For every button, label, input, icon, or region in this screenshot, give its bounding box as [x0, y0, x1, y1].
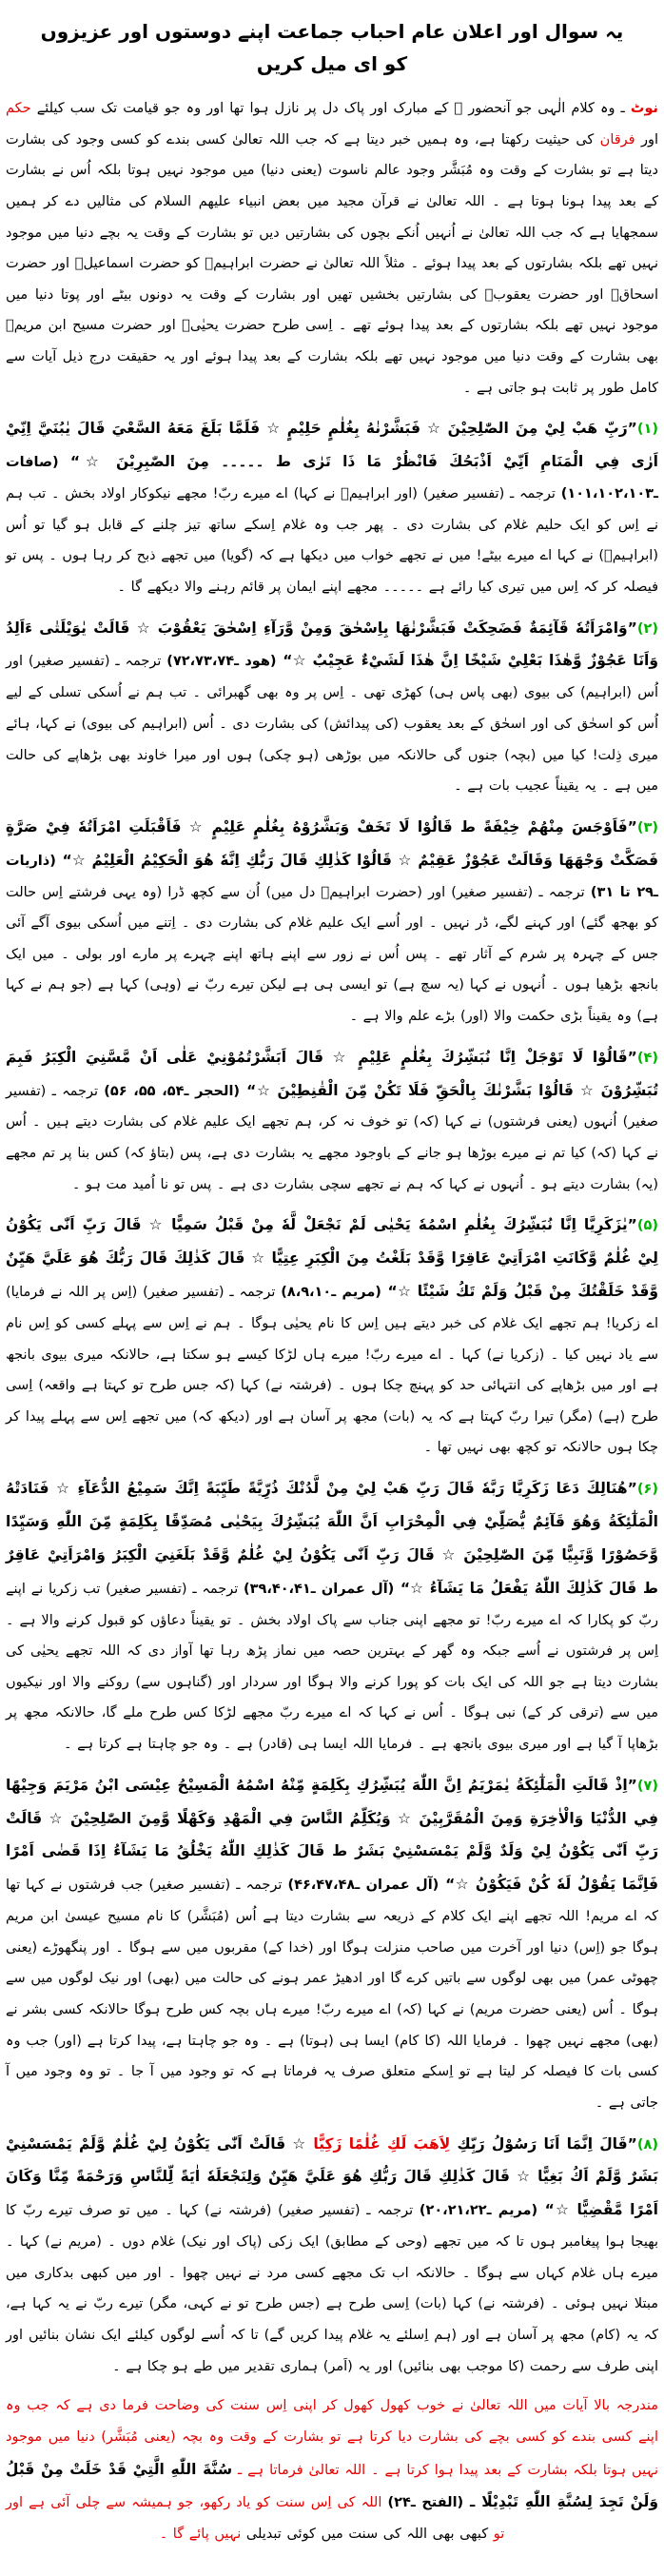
- arabic-verse: ”هُنَالِكَ دَعَا زَكَرِيَّا رَبَّهٗ قَالَ رَبِّ هَبْ لِيْ مِنْ لَّدُنْكَ ذُرِّيَّةً طَيِّبَةً اِنَّكَ سَمِيْعُ الدُّعَآءِ ☆ فَنَادَتْهُ الْمَلٰٓئِكَةُ وَهُوَ قَآئِمٌ يُّصَلِّيْ فِي الْمِحْرَابِ اَنَّ اللّٰهَ يُبَشِّرُكَ بِيَحْيٰى مُصَدِّقًا بِكَلِمَةٍ مِّنَ اللّٰهِ وَسَيِّدًا وَّحَصُوْرًا وَّنَبِيًّا مِّنَ الصّٰلِحِيْنَ ☆ قَالَ رَبِّ اَنّٰى يَكُوْنُ لِيْ غُلٰمٌ وَّقَدْ بَلَغَنِيَ الْكِبَرُ وَامْرَاَتِيْ عَاقِرٌ ط قَالَ كَذٰلِكَ اللّٰهُ يَفْعَلُ مَا يَشَآءُ ☆“: [6, 1480, 658, 1597]
- translation: ترجمہ ـ (تفسیر صغیر) اُنہوں (یعنی فرشتوں) نے کہا (کہ) تو خوف نہ کر، ہم تجھے ایک علیم غلام کی بشارت دیتے ہیں ۔ اُس نے کہا (کہ) کیا تم نے میرے بوڑھا ہو جانے کے باوجود مجھے یہ بشارت دی ہے، پس (بتاؤ کہ) کس بنا پر تم مجھے (یہ) بشارت دیتے ہو ۔ اُنہوں نے کہا کہ ہم نے تجھے سچی بشارت دی ہے ۔ پس تو نا اُمید مت ہو ۔: [6, 1083, 658, 1192]
- arabic-verse: ”فَاَوْجَسَ مِنْهُمْ خِيْفَةً ط قَالُوْا لَا تَخَفْ وَبَشَّرُوْهُ بِغُلٰمٍ عَلِيْمٍ ☆ فَاَقْبَلَتِ امْرَاَتُهٗ فِيْ صَرَّةٍ فَصَكَّتْ وَجْهَهَا وَقَالَتْ عَجُوْزٌ عَقِيْمٌ ☆ قَالُوْا كَذٰلِكِ قَالَ رَبُّكِ اِنَّهٗ هُوَ الْحَكِيْمُ الْعَلِيْمُ ☆“: [6, 817, 658, 869]
- section-number: (۴): [636, 1050, 658, 1066]
- document-body: [6, 93, 658, 2550]
- body-text: کی حیثیت رکھتا ہے، وہ ہمیں خبر دیتا ہے کہ جب اللہ تعالیٰ کسی بندے کو کسی وجود کی بشارت دیتا ہے تو بشارت کے وقت وہ مُبَشَّر وجود عالم ناسوت (یعنی دنیا) میں موجود نہیں ہوتا بلکہ اُس نے بشارت کے بعد پیدا ہونا ہوتا ہے ۔ اللہ تعالیٰ نے قرآن مجید میں بعض انبیاء علیھم السلام کی مثالیں دے کر ہمیں سمجھایا ہے کہ جب اللہ تعالیٰ نے اُنہیں اُنکے بچوں کی بشارتیں دیں تو بشارت کے وقت یہ بچے دنیا میں موجود نہیں تھے بلکہ بشارتوں کے بعد پیدا ہوئے ۔ مثلاً اللہ تعالیٰ نے حضرت ابراہیمؑ کو حضرت اسماعیلؑ اور حضرت اسحاقؑ اور حضرت یعقوبؑ کی بشارتیں بخشیں تھیں اور بشارت کے وقت یہ دونوں بیٹے اور پوتا دنیا میں موجود نہیں تھے بلکہ بشارتوں کے بعد پیدا ہوئے تھے ۔ اِسی طرح حضرت یحیٰیؑ اور حضرت مسیح ابن مریمؑ بھی بشارت کے وقت دنیا میں موجود نہیں تھے بلکہ بشارت کے بعد پیدا ہوئے اور یہ حقیقت درج ذیل آیات سے کامل طور پر ثابت ہو جاتی ہے ۔: [6, 131, 658, 396]
- section-number: (۸): [636, 2136, 658, 2153]
- closing-statement: کبھی بھی اللہ کی سنت میں کوئی تبدیلی: [245, 2527, 489, 2543]
- closing-statement: نہیں پائے گا ۔: [159, 2527, 246, 2543]
- section-number: (۵): [636, 1218, 658, 1234]
- section-6-paragraph: [6, 1472, 658, 1760]
- section-7-paragraph: [6, 1769, 658, 2119]
- section-number: (۶): [636, 1482, 658, 1497]
- section-4-paragraph: [6, 1041, 658, 1201]
- arabic-verse: ☆ قَالَتْ اَنّٰى يَكُوْنُ لِيْ غُلٰمٌ وَّلَمْ يَمْسَسْنِيْ بَشَرٌ وَّلَمْ اَكُ بَغِيًّا ☆ قَالَ كَذٰلِكِ قَالَ رَبُّكِ هُوَ عَلَيَّ هَيِّنٌ وَلِنَجْعَلَهٗ اٰيَةً لِّلنَّاسِ وَرَحْمَةً مِّنَّا وَكَانَ اَمْرًا مَّقْضِيًّا ☆“: [6, 2134, 658, 2219]
- body-text: کے مبارک اور پاک دل پر نازل ہوا تھا اور وہ جو قیامت تک سب کیلئے: [30, 101, 455, 116]
- closing-statement: اللہ کی اِس سنت کو یاد رکھو، جو ہمیشہ سے چلی آئی ہے اور تو: [6, 2495, 505, 2543]
- section-5-paragraph: [6, 1209, 658, 1464]
- closing-paragraph: [6, 2390, 658, 2550]
- body-text: اور: [635, 131, 658, 147]
- verse-reference: (مریم ـ۲۰،۲۱،۲۲): [419, 2203, 538, 2219]
- section-3-paragraph: [6, 811, 658, 1032]
- arabic-verse: سُنَّةَ اللّٰهِ الَّتِيْ قَدْ خَلَتْ مِنْ قَبْلُ وَلَنْ تَجِدَ لِسُنَّةِ اللّٰهِ تَبْدِيْلًا ـ: [6, 2460, 658, 2511]
- arabic-verse: ”وَامْرَاَتُهٗ قَآئِمَةٌ فَضَحِكَتْ فَبَشَّرْنٰهَا بِاِسْحٰقَ وَمِنْ وَّرَآءِ اِسْحٰقَ يَعْقُوْبَ ☆ قَالَتْ يٰوَيْلَتٰى ءَاَلِدُ وَاَنَا عَجُوْزٌ وَّهٰذَا بَعْلِيْ شَيْخًا اِنَّ هٰذَا لَشَيْءٌ عَجِيْبٌ ☆“: [6, 619, 658, 670]
- translation: ترجمہ ـ (تفسیر صغیر) تب زکریا نے اپنے ربّ کو پکارا کہ اے میرے ربّ! تو مجھے اپنی جناب سے پاک اولاد بخش ۔ تو یقیناً دعاؤں کو قبول کرنے والا ہے ۔ اِس پر فرشتوں نے اُسے جبکہ وہ گھر کے بہترین حصہ میں نماز پڑھ رہا تھا آواز دی کہ اللہ تجھے یحیٰی کی بشارت دیتا ہے جو اللہ کی ایک بات کو پورا کرنے والا ہوگا اور سردار اور (گناہوں سے) روکنے والا اور نیکیوں میں سے (ترقی کر کے) نبی ہوگا ۔ اُس نے کہا کہ اے میرے ربّ مجھے لڑکا کس طرح ملے گا، حالانکہ مجھ پر بڑھاپا آ گیا ہے اور میری بیوی بانجھ ہے ۔ فرمایا اللہ ایسا ہی (قادر) ہے ۔ وہ جو چاہتا ہے کرتا ہے ۔: [6, 1581, 658, 1752]
- verse-reference: (ذاریات ـ۲۹ تا ۳۱): [6, 853, 658, 900]
- verse-reference: (ھود ـ۷۲،۷۳،۷۴): [166, 654, 277, 670]
- verse-reference: (الحجر ـ۵۴، ۵۵، ۵۶): [104, 1083, 241, 1099]
- highlight-word: حکم: [6, 101, 31, 116]
- section-2-paragraph: [6, 612, 658, 802]
- section-number: (۱): [636, 422, 658, 438]
- body-text: ـ وہ کلام الٰہی جو آنحضور: [462, 101, 631, 116]
- verse-reference: (صافات ـ۱۰۱،۱۰۲،۱۰۳): [6, 455, 658, 501]
- arabic-verse-highlight: لِاَهَبَ لَكِ غُلٰمًا زَكِيًّا: [313, 2134, 451, 2153]
- highlight-word: فرقان: [599, 131, 635, 147]
- section-8-paragraph: [6, 2128, 658, 2383]
- translation: ترجمہ ـ (تفسیر صغیر) اور اُس (ابراہیم) کی بیوی (بھی پاس ہی) کھڑی تھی ۔ اِس پر وہ بھی گھبرائی ۔ تب ہم نے اُسکی تسلی کے لیے اُس کو اسحٰق کی اور اسحٰق کے بعد یعقوب (کی پیدائش) کی بشارت دی ۔ اُس (ابراہیم کی بیوی) نے کہا، ہائے میری ذِلت! کیا میں (بچہ) جنوں گی حالانکہ میں بوڑھی (ہو چکی) ہوں اور میرا خاوند بھی بڑھاپے کی حالت میں ہے ۔ یہ یقیناً عجیب بات ہے ۔: [6, 654, 658, 795]
- section-number: (۳): [636, 819, 658, 836]
- note-label: نوٹ: [630, 101, 658, 116]
- arabic-verse: ”اِذْ قَالَتِ الْمَلٰٓئِكَةُ يٰمَرْيَمُ اِنَّ اللّٰهَ يُبَشِّرُكِ بِكَلِمَةٍ مِّنْهُ اسْمُهُ الْمَسِيْحُ عِيْسَى ابْنُ مَرْيَمَ وَجِيْهًا فِي الدُّنْيَا وَالْاٰخِرَةِ وَمِنَ الْمُقَرَّبِيْنَ ☆ وَيُكَلِّمُ النَّاسَ فِي الْمَهْدِ وَكَهْلًا وَّمِنَ الصّٰلِحِيْنَ ☆ قَالَتْ رَبِّ اَنّٰى يَكُوْنُ لِيْ وَلَدٌ وَّلَمْ يَمْسَسْنِيْ بَشَرٌ ط قَالَ كَذٰلِكِ اللّٰهُ يَخْلُقُ مَا يَشَآءُ اِذَا قَضٰى اَمْرًا فَاِنَّمَا يَقُوْلُ لَهٗ كُنْ فَيَكُوْنُ ☆“: [6, 1776, 658, 1894]
- verse-reference: (الفتح ـ۲۴): [387, 2495, 464, 2511]
- verse-reference: (مریم ـ۸،۹،۱۰): [281, 1285, 381, 1300]
- verse-reference: (آل عمران ـ۳۹،۴۰،۴۱): [244, 1581, 395, 1597]
- section-1-paragraph: [6, 412, 658, 602]
- translation: ترجمہ ـ (تفسیر صغیر) (فرشتہ نے) کہا ۔ میں تو صرف تیرے ربّ کا بھیجا ہوا پیغامبر ہوں تا کہ میں تجھے (وحی کے مطابق) ایک زکی (پاک اور نیک) غلام دوں ۔ (مریم نے) کہا ۔ میرے ہاں غلام کہاں سے ہوگا ۔ حالانکہ اب تک مجھے کسی مرد نے نہیں چھوا ۔ اور میں کبھی بدکاری میں مبتلا نہیں ہوئی ۔ (فرشتہ نے) کہا (بات) اِسی طرح ہے (جس طرح تو نے کہی، مگر) تیرے ربّ نے یہ کہا ہے، کہ یہ (کام) مجھ پر آسان ہے اور (ہم اِسلئے یہ غلام پیدا کریں گے) تا کہ اُسے لوگوں کیلئے ایک نشان بنائیں اور اپنی طرف سے رحمت (کا موجب بھی بنائیں) اور یہ (اَمر) ہماری تقدیر میں طے ہو چکا ہے ۔: [6, 2203, 658, 2374]
- closing-statement: مندرجہ بالا آیات میں اللہ تعالیٰ نے خوب کھول کھول کر اپنی اِس سنت کی وضاحت فرما دی ہے کہ جب وہ اپنے کسی بندے کو کسی بچے کی بشارت دیا کرتا ہے تو بشارت کے وقت وہ بچہ (یعنی مُبَشَّر) دنیا میں موجود نہیں ہوتا بلکہ بشارت کے بعد پیدا ہوا کرتا ہے ۔ اللہ تعالیٰ فرماتا ہے ـ: [6, 2398, 658, 2478]
- note-paragraph: [6, 93, 658, 403]
- translation: ترجمہ ـ (تفسیر صغیر) جب فرشتوں نے کہا تھا کہ اے مریم! اللہ تجھے اپنے ایک کلام کے ذریعہ سے بشارت دیتا ہے اُس (مُبَشَّر) کا نام مسیح عیسیٰ ابن مریم ہوگا جو (اِس) دنیا اور آخرت میں صاحب منزلت ہوگا اور (خدا کے) مقربوں میں سے ہوگا ۔ اور پنگھوڑے (یعنی چھوٹی عمر) میں بھی لوگوں سے باتیں کرے گا اور ادھیڑ عمر ہونے کی حالت میں (بھی) اور نیک لوگوں میں سے ہوگا ۔ اُس (یعنی حضرت مریم) نے کہا (کہ) اے میرے ربّ! میرے ہاں بچہ کس طرح ہوگا حالانکہ کسی بشر نے (بھی) مجھے نہیں چھوا ۔ فرمایا اللہ (کا کام) ایسا ہی (ہوتا) ہے ۔ وہ جو چاہتا ہے، پیدا کرتا ہے (اور) جب وہ کسی بات کا فیصلہ کر لیتا ہے تو اِسکے متعلق صرف یہ فرماتا ہے کہ تو وجود میں آ جا ۔ تو وہ وجود میں آ جاتی ہے ۔: [6, 1878, 658, 2111]
- honorific: ﷺ: [454, 101, 463, 116]
- section-number: (۲): [636, 620, 658, 637]
- arabic-verse: ”رَبِّ هَبْ لِيْ مِنَ الصّٰلِحِيْنَ ☆ فَبَشَّرْنٰهُ بِغُلٰمٍ حَلِيْمٍ ☆ فَلَمَّا بَلَغَ مَعَهُ السَّعْيَ قَالَ يٰبُنَيَّ اِنِّيْ اَرٰى فِي الْمَنَامِ اَنِّيْ اَذْبَحُكَ فَانْظُرْ مَا ذَا تَرٰى ط ۔۔۔۔۔ مِنَ الصّٰبِرِيْنَ ☆“: [6, 420, 658, 471]
- translation: ترجمہ ـ (تفسیر صغیر) (اور ابراہیمؑ نے کہا) اے میرے ربّ! مجھے نیکوکار اولاد بخش ۔ تب ہم نے اِس کو ایک حلیم غلام کی بشارت دی ۔ پھر جب وہ غلام اِسکے ساتھ تیز چلنے کے قابل ہو گیا تو اُس (ابراہیمؑ) نے کہا اے میرے بیٹے! میں نے تجھے خواب میں دیکھا ہے کہ (گویا) میں تجھے ذبح کر رہا ہوں ۔ پس تو فیصلہ کر کہ اِس میں تیری کیا رائے ہے ۔۔۔۔۔ مجھے اپنے ایمان پر قائم رہنے والا دیکھے گا ۔: [6, 486, 658, 595]
- translation: ترجمہ ـ (تفسیر صغیر) (اِس پر اللہ نے فرمایا) اے زکریا! ہم تجھے ایک غلام کی خبر دیتے ہیں اِس کا نام یحیٰی ہوگا ۔ ہم نے اِس سے پہلے کسی کو اِس نام سے یاد نہیں کیا ۔ (زکریا نے) کہا ۔ اے میرے ربّ! میرے ہاں لڑکا کیسے ہو سکتا ہے، حالانکہ میری بیوی بانجھ ہے اور میں بڑھاپے کی انتہائی حد کو پہنچ چکا ہوں ۔ (فرشتہ نے) کہا (کہ جس طرح تو کہتا ہے واقعہ) اِسی طرح (ہے) (مگر) تیرا ربّ کہتا ہے کہ یہ (بات) مجھ پر آسان ہے اور (دیکھ کہ) میں تجھے اِس سے پہلے پیدا کر چکا ہوں حالانکہ تو کچھ بھی نہیں تھا ۔: [6, 1285, 658, 1456]
- document-title: یہ سوال اور اعلان عام احباب جماعت اپنے دوستوں اور عزیزوں کو ای میل کریں: [40, 20, 624, 75]
- section-number: (۷): [636, 1778, 658, 1794]
- translation: ترجمہ ـ (تفسیر صغیر) اور (حضرت ابراہیمؑ دل میں) اُن سے کچھ ڈرا (وہ یہی فرشتے اِس حالت کو بھجھ گئے) اور کہنے لگے، ڈر نہیں ۔ اور اُسے ایک علیم غلام کی بشارت دی ۔ اِتنے میں اُسکی بیوی آگے آئی جس کے چہرہ پر شرم کے آثار تھے ۔ پس اُس نے زور سے اپنے ہاتھ اپنے چہرے پر مارے اور بولی ۔ میں ایک بانجھ بڑھیا ہوں ۔ اُنہوں نے کہا (یہ سچ ہے) تو ایسی ہی ہے لیکن تیرے ربّ نے (وہی) کہا ہے (جو ہم نے کہا ہے) وہ یقیناً بڑی حکمت والا (اور) بڑے علم والا ہے ۔: [6, 884, 658, 1024]
- arabic-verse: ”قَالَ اِنَّمَا اَنَا رَسُوْلُ رَبِّكِ: [450, 2134, 637, 2153]
- arabic-verse: ”يٰزَكَرِيَّا اِنَّا نُبَشِّرُكَ بِغُلٰمِ اسْمُهٗ يَحْيٰى لَمْ نَجْعَلْ لَّهٗ مِنْ قَبْلُ سَمِيًّا ☆ قَالَ رَبِّ اَنّٰى يَكُوْنُ لِيْ غُلٰمٌ وَّكَانَتِ امْرَاَتِيْ عَاقِرًا وَّقَدْ بَلَغْتُ مِنَ الْكِبَرِ عِتِيًّا ☆ قَالَ كَذٰلِكَ قَالَ رَبُّكَ هُوَ عَلَيَّ هَيِّنٌ وَّقَدْ خَلَقْتُكَ مِنْ قَبْلُ وَلَمْ تَكُ شَيْئًا ☆“: [6, 1216, 658, 1300]
- arabic-verse: ”قَالُوْا لَا تَوْجَلْ اِنَّا نُبَشِّرُكَ بِغُلٰمٍ عَلِيْمٍ ☆ قَالَ اَبَشَّرْتُمُوْنِيْ عَلٰى اَنْ مَّسَّنِيَ الْكِبَرُ فَبِمَ تُبَشِّرُوْنَ ☆ قَالُوْا بَشَّرْنٰكَ بِالْحَقِّ فَلَا تَكُنْ مِّنَ الْقٰنِطِيْنَ ☆“: [6, 1048, 659, 1099]
- verse-reference: (آل عمران ـ۴۶،۴۷،۴۸): [287, 1878, 439, 1894]
